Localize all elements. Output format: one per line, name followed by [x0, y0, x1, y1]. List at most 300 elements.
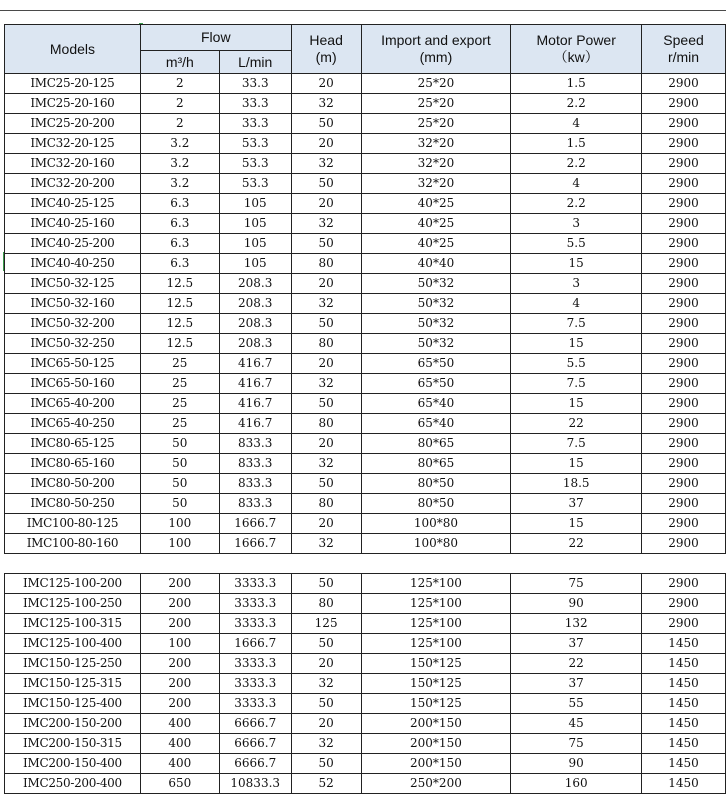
- cell-motor-power: 5.5: [511, 354, 642, 374]
- cell-head: 20: [291, 434, 361, 454]
- table-row: [5, 414, 726, 434]
- cell-speed: 2900: [642, 294, 726, 314]
- table-row: [5, 514, 726, 534]
- cell-motor-power: 132: [511, 614, 642, 634]
- cell-flow-lmin: 6666.7: [219, 734, 291, 754]
- table-row: [5, 194, 726, 214]
- cell-flow-m3h: 12.5: [140, 274, 219, 294]
- header-import-export-label: Import and export: [381, 32, 491, 48]
- cell-motor-power: 1.5: [511, 74, 642, 94]
- table-row: [5, 534, 726, 554]
- cell-flow-lmin: 833.3: [219, 474, 291, 494]
- cell-motor-power: 22: [511, 654, 642, 674]
- cell-speed: 2900: [642, 194, 726, 214]
- cell-flow-m3h: 6.3: [140, 214, 219, 234]
- cell-head: 50: [291, 394, 361, 414]
- cell-speed: 2900: [642, 154, 726, 174]
- cell-model: IMC150-125-315: [5, 674, 141, 694]
- cell-flow-m3h: 100: [140, 514, 219, 534]
- header-speed-label: Speed: [663, 32, 704, 48]
- cell-head: 80: [291, 414, 361, 434]
- cell-flow-lmin: 3333.3: [219, 674, 291, 694]
- cell-speed: 1450: [642, 714, 726, 734]
- cell-speed: 1450: [642, 654, 726, 674]
- cell-speed: 2900: [642, 214, 726, 234]
- cell-head: 50: [291, 234, 361, 254]
- cell-model: IMC125-100-315: [5, 614, 141, 634]
- cell-speed: 2900: [642, 274, 726, 294]
- cell-flow-m3h: 50: [140, 494, 219, 514]
- pump-spec-table: [4, 24, 726, 794]
- cell-import-export: 80*65: [361, 434, 511, 454]
- table-row: [5, 674, 726, 694]
- cell-model: IMC25-20-160: [5, 94, 141, 114]
- cell-speed: 2900: [642, 134, 726, 154]
- cell-motor-power: 22: [511, 534, 642, 554]
- table-row: [5, 114, 726, 134]
- cell-import-export: 40*40: [361, 254, 511, 274]
- header-flow-lmin: L/min: [219, 51, 291, 74]
- cell-motor-power: 4: [511, 114, 642, 134]
- header-head: [291, 25, 361, 74]
- cell-head: 32: [291, 154, 361, 174]
- cell-model: IMC150-125-400: [5, 694, 141, 714]
- cell-head: 80: [291, 594, 361, 614]
- cell-head: 50: [291, 574, 361, 594]
- cell-import-export: 65*40: [361, 394, 511, 414]
- cell-flow-lmin: 208.3: [219, 334, 291, 354]
- table-gap-row: [5, 554, 726, 574]
- cell-motor-power: 90: [511, 594, 642, 614]
- cell-flow-lmin: 3333.3: [219, 654, 291, 674]
- cell-motor-power: 75: [511, 574, 642, 594]
- cell-model: IMC40-40-250: [5, 254, 141, 274]
- cell-flow-lmin: 105: [219, 254, 291, 274]
- cell-flow-m3h: 50: [140, 474, 219, 494]
- table-row: [5, 154, 726, 174]
- cell-motor-power: 7.5: [511, 434, 642, 454]
- cell-model: IMC25-20-125: [5, 74, 141, 94]
- table-row: [5, 274, 726, 294]
- cell-flow-lmin: 105: [219, 194, 291, 214]
- cell-speed: 2900: [642, 434, 726, 454]
- cell-motor-power: 15: [511, 254, 642, 274]
- cell-flow-m3h: 200: [140, 574, 219, 594]
- cell-flow-lmin: 3333.3: [219, 594, 291, 614]
- cell-import-export: 125*100: [361, 614, 511, 634]
- cell-flow-lmin: 416.7: [219, 374, 291, 394]
- cell-head: 32: [291, 94, 361, 114]
- cell-import-export: 250*200: [361, 774, 511, 794]
- cell-model: IMC32-20-200: [5, 174, 141, 194]
- cell-import-export: 50*32: [361, 334, 511, 354]
- cell-motor-power: 7.5: [511, 374, 642, 394]
- cell-head: 50: [291, 754, 361, 774]
- cell-motor-power: 15: [511, 514, 642, 534]
- cell-model: IMC125-100-400: [5, 634, 141, 654]
- cell-speed: 1450: [642, 774, 726, 794]
- table-row: [5, 454, 726, 474]
- cell-model: IMC32-20-160: [5, 154, 141, 174]
- cell-flow-lmin: 6666.7: [219, 754, 291, 774]
- top-divider-line: [0, 10, 726, 11]
- cell-flow-lmin: 10833.3: [219, 774, 291, 794]
- table-row: [5, 654, 726, 674]
- cell-flow-lmin: 833.3: [219, 494, 291, 514]
- cell-speed: 1450: [642, 694, 726, 714]
- cell-import-export: 200*150: [361, 754, 511, 774]
- table-row: [5, 334, 726, 354]
- cell-import-export: 25*20: [361, 74, 511, 94]
- cell-flow-m3h: 25: [140, 374, 219, 394]
- cell-model: IMC125-100-250: [5, 594, 141, 614]
- cell-flow-m3h: 50: [140, 454, 219, 474]
- cell-flow-m3h: 25: [140, 354, 219, 374]
- cell-motor-power: 37: [511, 674, 642, 694]
- table-row: [5, 74, 726, 94]
- cell-import-export: 80*50: [361, 494, 511, 514]
- cell-head: 52: [291, 774, 361, 794]
- cell-flow-m3h: 3.2: [140, 154, 219, 174]
- cell-flow-lmin: 105: [219, 214, 291, 234]
- cell-import-export: 40*25: [361, 194, 511, 214]
- cell-head: 32: [291, 674, 361, 694]
- cell-speed: 2900: [642, 174, 726, 194]
- cell-head: 50: [291, 634, 361, 654]
- header-import-export-unit: (mm): [419, 49, 453, 65]
- table-row: [5, 374, 726, 394]
- cell-import-export: 200*150: [361, 714, 511, 734]
- cell-head: 32: [291, 294, 361, 314]
- cell-speed: 2900: [642, 74, 726, 94]
- cell-flow-lmin: 3333.3: [219, 574, 291, 594]
- cell-flow-m3h: 2: [140, 114, 219, 134]
- header-motor-power: [511, 25, 642, 74]
- cell-model: IMC25-20-200: [5, 114, 141, 134]
- cell-motor-power: 2.2: [511, 194, 642, 214]
- header-import-export: [361, 25, 511, 74]
- cell-model: IMC80-50-250: [5, 494, 141, 514]
- cell-speed: 2900: [642, 94, 726, 114]
- header-head-label: Head: [309, 32, 343, 48]
- table-row: [5, 494, 726, 514]
- cell-model: IMC65-50-125: [5, 354, 141, 374]
- cell-flow-lmin: 1666.7: [219, 634, 291, 654]
- cell-model: IMC100-80-125: [5, 514, 141, 534]
- cell-model: IMC250-200-400: [5, 774, 141, 794]
- cell-flow-m3h: 200: [140, 694, 219, 714]
- header-speed-unit: r/min: [667, 49, 700, 65]
- table-row: [5, 594, 726, 614]
- cell-motor-power: 75: [511, 734, 642, 754]
- cell-speed: 2900: [642, 374, 726, 394]
- cell-flow-m3h: 6.3: [140, 194, 219, 214]
- cell-model: IMC200-150-315: [5, 734, 141, 754]
- cell-flow-m3h: 200: [140, 654, 219, 674]
- cell-flow-lmin: 53.3: [219, 154, 291, 174]
- cell-head: 20: [291, 514, 361, 534]
- cell-import-export: 25*20: [361, 94, 511, 114]
- cell-head: 32: [291, 214, 361, 234]
- cell-flow-lmin: 53.3: [219, 174, 291, 194]
- cell-flow-lmin: 33.3: [219, 94, 291, 114]
- cell-head: 125: [291, 614, 361, 634]
- cell-speed: 2900: [642, 514, 726, 534]
- cell-motor-power: 160: [511, 774, 642, 794]
- table-row: [5, 94, 726, 114]
- table-row: [5, 754, 726, 774]
- cell-motor-power: 2.2: [511, 154, 642, 174]
- table-row: [5, 574, 726, 594]
- cell-speed: 2900: [642, 354, 726, 374]
- cell-flow-m3h: 200: [140, 594, 219, 614]
- cell-speed: 2900: [642, 574, 726, 594]
- cell-motor-power: 4: [511, 294, 642, 314]
- cell-motor-power: 15: [511, 334, 642, 354]
- cell-head: 20: [291, 74, 361, 94]
- cell-import-export: 80*50: [361, 474, 511, 494]
- cell-head: 20: [291, 354, 361, 374]
- cell-speed: 2900: [642, 314, 726, 334]
- cell-model: IMC50-32-250: [5, 334, 141, 354]
- table-row: [5, 214, 726, 234]
- cell-motor-power: 7.5: [511, 314, 642, 334]
- cell-motor-power: 4: [511, 174, 642, 194]
- header-models: Models: [5, 25, 141, 74]
- cell-speed: 2900: [642, 494, 726, 514]
- cell-model: IMC65-40-200: [5, 394, 141, 414]
- cell-model: IMC40-25-160: [5, 214, 141, 234]
- cell-head: 80: [291, 334, 361, 354]
- cell-motor-power: 45: [511, 714, 642, 734]
- cell-flow-lmin: 105: [219, 234, 291, 254]
- cell-speed: 2900: [642, 414, 726, 434]
- cell-flow-lmin: 833.3: [219, 454, 291, 474]
- cell-import-export: 100*80: [361, 534, 511, 554]
- table-row: [5, 174, 726, 194]
- cell-flow-m3h: 100: [140, 634, 219, 654]
- cell-import-export: 65*40: [361, 414, 511, 434]
- cell-motor-power: 18.5: [511, 474, 642, 494]
- cell-import-export: 100*80: [361, 514, 511, 534]
- header-flow-m3h: m³/h: [140, 51, 219, 74]
- cell-flow-m3h: 400: [140, 714, 219, 734]
- cell-import-export: 65*50: [361, 374, 511, 394]
- cell-speed: 1450: [642, 674, 726, 694]
- cell-flow-m3h: 25: [140, 414, 219, 434]
- cell-flow-m3h: 650: [140, 774, 219, 794]
- cell-model: IMC80-65-125: [5, 434, 141, 454]
- cell-flow-lmin: 416.7: [219, 394, 291, 414]
- table-row: [5, 134, 726, 154]
- table-row: [5, 254, 726, 274]
- cell-flow-m3h: 400: [140, 754, 219, 774]
- cell-motor-power: 90: [511, 754, 642, 774]
- cell-model: IMC65-40-250: [5, 414, 141, 434]
- cell-motor-power: 15: [511, 454, 642, 474]
- cell-import-export: 65*50: [361, 354, 511, 374]
- cell-flow-lmin: 208.3: [219, 274, 291, 294]
- cell-head: 32: [291, 734, 361, 754]
- cell-head: 32: [291, 374, 361, 394]
- cell-flow-m3h: 2: [140, 74, 219, 94]
- cell-flow-lmin: 416.7: [219, 414, 291, 434]
- cell-import-export: 32*20: [361, 154, 511, 174]
- cell-speed: 2900: [642, 534, 726, 554]
- cell-model: IMC80-65-160: [5, 454, 141, 474]
- table-row: [5, 714, 726, 734]
- cell-motor-power: 5.5: [511, 234, 642, 254]
- cell-flow-lmin: 3333.3: [219, 614, 291, 634]
- cell-flow-lmin: 33.3: [219, 74, 291, 94]
- cell-speed: 2900: [642, 234, 726, 254]
- spec-table-body: [5, 74, 726, 794]
- cell-import-export: 80*65: [361, 454, 511, 474]
- header-motor-power-label: Motor Power: [536, 32, 616, 48]
- cell-model: IMC100-80-160: [5, 534, 141, 554]
- cell-flow-m3h: 12.5: [140, 294, 219, 314]
- cell-flow-m3h: 25: [140, 394, 219, 414]
- cell-head: 50: [291, 474, 361, 494]
- cell-speed: 2900: [642, 254, 726, 274]
- cell-flow-lmin: 416.7: [219, 354, 291, 374]
- gap-cell: [5, 554, 726, 574]
- cell-import-export: 32*20: [361, 174, 511, 194]
- cell-flow-m3h: 6.3: [140, 254, 219, 274]
- cell-head: 50: [291, 174, 361, 194]
- cell-speed: 2900: [642, 454, 726, 474]
- cell-head: 50: [291, 114, 361, 134]
- cell-flow-lmin: 3333.3: [219, 694, 291, 714]
- cell-motor-power: 3: [511, 214, 642, 234]
- cell-flow-m3h: 200: [140, 614, 219, 634]
- cell-motor-power: 1.5: [511, 134, 642, 154]
- table-row: [5, 434, 726, 454]
- cell-flow-lmin: 6666.7: [219, 714, 291, 734]
- table-row: [5, 314, 726, 334]
- cell-import-export: 150*125: [361, 674, 511, 694]
- cell-motor-power: 55: [511, 694, 642, 714]
- cell-head: 80: [291, 494, 361, 514]
- cell-flow-m3h: 200: [140, 674, 219, 694]
- cell-model: IMC50-32-125: [5, 274, 141, 294]
- table-row: [5, 294, 726, 314]
- cell-flow-m3h: 2: [140, 94, 219, 114]
- cell-flow-m3h: 3.2: [140, 174, 219, 194]
- cell-speed: 2900: [642, 474, 726, 494]
- cell-import-export: 40*25: [361, 234, 511, 254]
- cell-head: 32: [291, 534, 361, 554]
- cell-motor-power: 2.2: [511, 94, 642, 114]
- cell-motor-power: 15: [511, 394, 642, 414]
- cell-model: IMC200-150-200: [5, 714, 141, 734]
- cell-flow-m3h: 6.3: [140, 234, 219, 254]
- cell-import-export: 50*32: [361, 314, 511, 334]
- header-flow: Flow: [140, 25, 291, 51]
- cell-speed: 2900: [642, 594, 726, 614]
- cell-import-export: 125*100: [361, 634, 511, 654]
- table-row: [5, 474, 726, 494]
- header-motor-power-unit: （kw）: [553, 49, 599, 65]
- cell-speed: 2900: [642, 394, 726, 414]
- table-row: [5, 734, 726, 754]
- cell-flow-lmin: 208.3: [219, 314, 291, 334]
- table-row: [5, 634, 726, 654]
- table-row: [5, 614, 726, 634]
- cell-speed: 1450: [642, 754, 726, 774]
- table-row: [5, 774, 726, 794]
- cell-import-export: 150*125: [361, 654, 511, 674]
- table-row: [5, 694, 726, 714]
- cell-import-export: 25*20: [361, 114, 511, 134]
- header-speed: [642, 25, 726, 74]
- cell-head: 20: [291, 274, 361, 294]
- cell-flow-m3h: 400: [140, 734, 219, 754]
- cell-import-export: 32*20: [361, 134, 511, 154]
- cell-speed: 2900: [642, 614, 726, 634]
- cell-head: 20: [291, 134, 361, 154]
- cell-motor-power: 37: [511, 494, 642, 514]
- table-row: [5, 234, 726, 254]
- cell-head: 32: [291, 454, 361, 474]
- cell-flow-lmin: 1666.7: [219, 534, 291, 554]
- cell-head: 20: [291, 714, 361, 734]
- cell-import-export: 50*32: [361, 294, 511, 314]
- cell-import-export: 40*25: [361, 214, 511, 234]
- table-row: [5, 394, 726, 414]
- cell-flow-lmin: 833.3: [219, 434, 291, 454]
- cell-head: 20: [291, 194, 361, 214]
- cell-motor-power: 22: [511, 414, 642, 434]
- cell-import-export: 125*100: [361, 574, 511, 594]
- cell-model: IMC32-20-125: [5, 134, 141, 154]
- cell-model: IMC125-100-200: [5, 574, 141, 594]
- header-head-unit: (m): [315, 49, 337, 65]
- cell-flow-lmin: 53.3: [219, 134, 291, 154]
- cell-flow-lmin: 1666.7: [219, 514, 291, 534]
- cell-head: 50: [291, 694, 361, 714]
- cell-model: IMC65-50-160: [5, 374, 141, 394]
- cell-speed: 2900: [642, 114, 726, 134]
- cell-speed: 1450: [642, 634, 726, 654]
- cell-flow-lmin: 208.3: [219, 294, 291, 314]
- cell-head: 20: [291, 654, 361, 674]
- cell-flow-m3h: 12.5: [140, 334, 219, 354]
- cell-model: IMC150-125-250: [5, 654, 141, 674]
- cell-flow-lmin: 33.3: [219, 114, 291, 134]
- cell-motor-power: 37: [511, 634, 642, 654]
- cell-model: IMC40-25-200: [5, 234, 141, 254]
- cell-model: IMC50-32-160: [5, 294, 141, 314]
- cell-model: IMC200-150-400: [5, 754, 141, 774]
- cell-flow-m3h: 12.5: [140, 314, 219, 334]
- cell-model: IMC40-25-125: [5, 194, 141, 214]
- cell-head: 80: [291, 254, 361, 274]
- table-row: [5, 354, 726, 374]
- cell-head: 50: [291, 314, 361, 334]
- cell-flow-m3h: 3.2: [140, 134, 219, 154]
- cell-flow-m3h: 50: [140, 434, 219, 454]
- cell-import-export: 200*150: [361, 734, 511, 754]
- cell-model: IMC80-50-200: [5, 474, 141, 494]
- cell-import-export: 125*100: [361, 594, 511, 614]
- cell-motor-power: 3: [511, 274, 642, 294]
- pump-spec-sheet: [4, 24, 726, 794]
- cell-speed: 1450: [642, 734, 726, 754]
- cell-import-export: 150*125: [361, 694, 511, 714]
- cell-flow-m3h: 100: [140, 534, 219, 554]
- cell-speed: 2900: [642, 334, 726, 354]
